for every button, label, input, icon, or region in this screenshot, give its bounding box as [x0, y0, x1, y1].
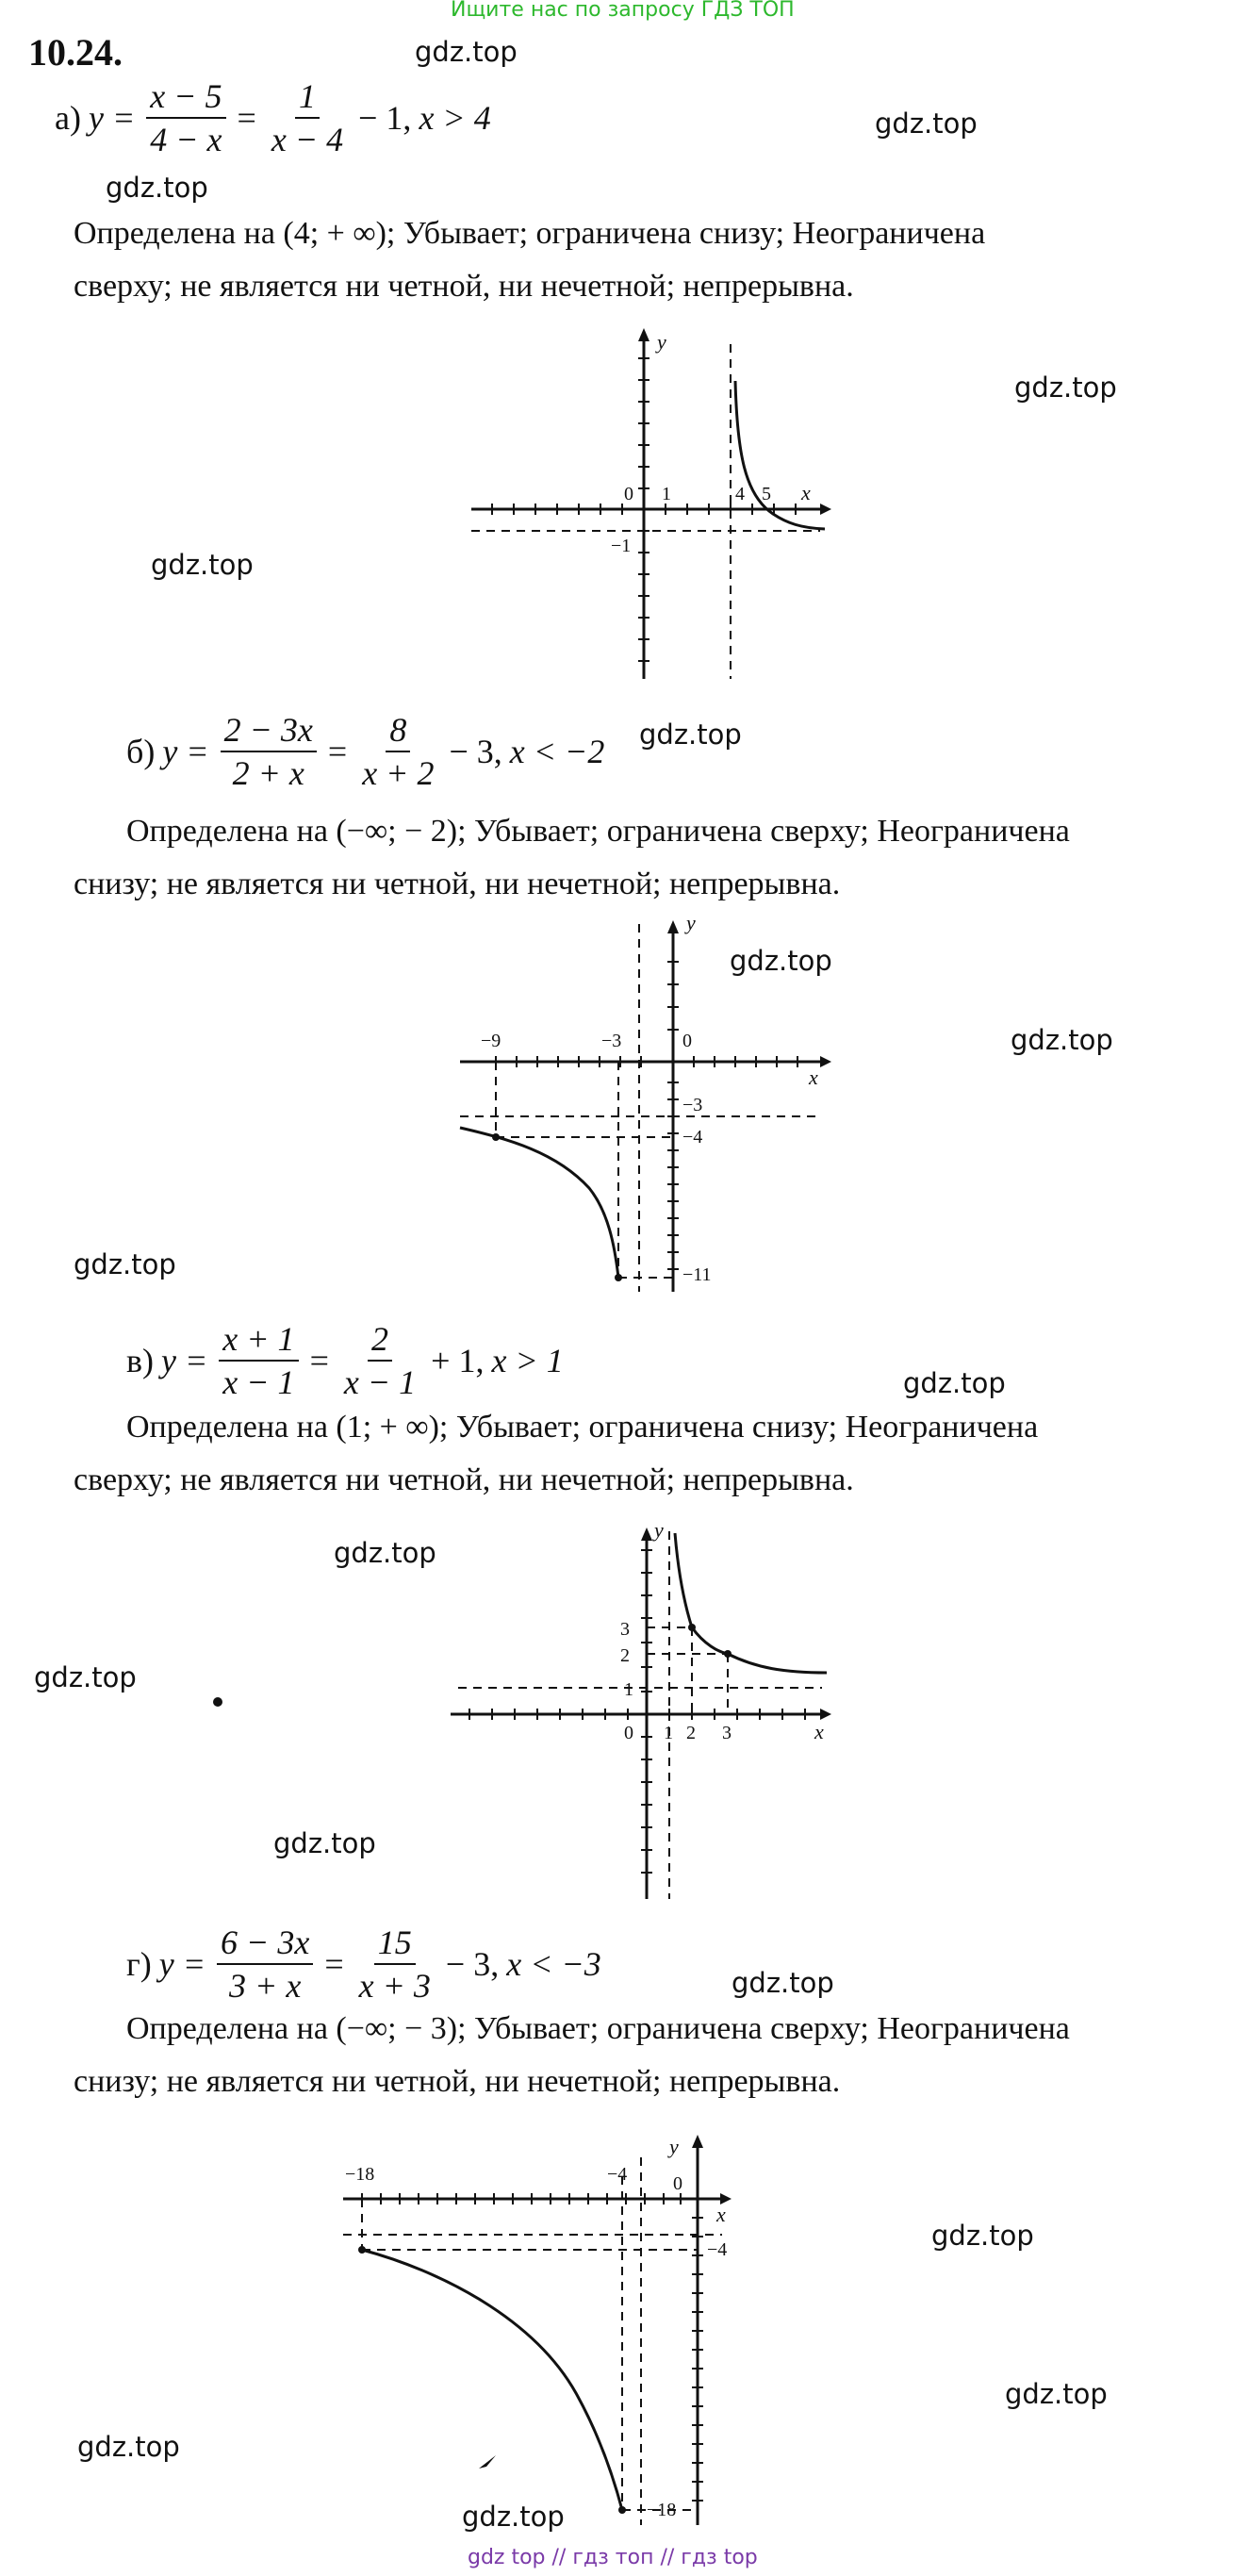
properties-g-line2: снизу; не является ни четной, ни нечетной; непрерывна. [74, 2064, 841, 2099]
x-axis-label: x [801, 481, 811, 504]
watermark: gdz.top [875, 107, 978, 140]
tick-label: −9 [481, 1031, 501, 1051]
curve-point [724, 1650, 732, 1658]
curve-point [688, 1624, 696, 1631]
ink-mark [479, 2455, 496, 2469]
curve-point [492, 1133, 500, 1141]
part-label: а) [55, 99, 81, 137]
formula-domain: x < −2 [509, 733, 605, 770]
formula-b: б) y = $\frac{2 - 3x}{2 + x}$ = $\frac{8}{x + 2}$ − 3, x < −2 [126, 711, 605, 792]
properties-b-line2: снизу; не является ни четной, ни нечетной; непрерывна. [74, 867, 841, 901]
watermark: gdz.top [415, 36, 518, 68]
watermark: gdz.top [639, 718, 742, 751]
curve-point [358, 2246, 366, 2254]
fraction: $\frac{2 - 3x}{2 + x}$ [221, 711, 317, 792]
watermark: gdz.top [1005, 2378, 1108, 2410]
tick-label: 0 [624, 1723, 633, 1743]
part-label: б) [126, 733, 156, 770]
tick-label: −1 [611, 536, 632, 556]
tick-label: −18 [647, 2500, 677, 2520]
watermark: gdz.top [273, 1827, 376, 1859]
tick-label: 1 [664, 1723, 673, 1743]
footer-links[interactable]: gdz top // гдз топ // гдз top [468, 2546, 758, 2569]
watermark: gdz.top [931, 2220, 1034, 2252]
ink-dot [213, 1697, 222, 1707]
graph-g [336, 2120, 741, 2535]
formula-a: а) y = $\frac{x - 5}{4 - x}$ = $\frac{1}{x - 4}$ − 1, x > 4 [55, 77, 491, 158]
formula-v: в) y = $\frac{x + 1}{x - 1}$ = $\frac{2}{x - 1}$ + 1, x > 1 [126, 1320, 564, 1401]
tick-label: −4 [707, 2239, 728, 2260]
y-axis-label: y [686, 911, 696, 934]
graph-a [462, 321, 839, 698]
tick-label: 0 [624, 484, 633, 504]
y-axis-label: y [657, 330, 666, 354]
watermark: gdz.top [34, 1661, 137, 1693]
tick-label: −3 [601, 1031, 622, 1051]
tick-label: −4 [607, 2164, 628, 2185]
problem-number: 10.24. [28, 31, 123, 74]
tick-label: 3 [722, 1723, 732, 1743]
fraction: $\frac{6 - 3x}{3 + x}$ [217, 1924, 313, 2005]
tick-label: 5 [762, 484, 771, 504]
watermark: gdz.top [106, 172, 208, 204]
function-curve [460, 1128, 618, 1278]
site-banner[interactable]: Ищите нас по запросу ГДЗ ТОП [451, 0, 795, 22]
curve-point [615, 1274, 622, 1281]
formula-domain: x > 4 [419, 99, 491, 137]
tick-label: −3 [682, 1095, 703, 1115]
tick-label: 1 [624, 1679, 633, 1700]
properties-g-line1: Определена на (−∞; − 3); Убывает; ограничена сверху; Неограничена [126, 2011, 1070, 2046]
properties-a-line2: сверху; не является ни четной, ни нечетной; непрерывна. [74, 269, 854, 304]
fraction: $\frac{15}{x + 3}$ [358, 1924, 431, 2005]
watermark: gdz.top [1014, 372, 1117, 404]
tick-label: −4 [682, 1127, 703, 1148]
tick-label: 2 [620, 1645, 630, 1666]
watermark: gdz.top [151, 549, 254, 581]
properties-v-line2: сверху; не является ни четной, ни нечетной; непрерывна. [74, 1462, 854, 1497]
fraction: $\frac{1}{x - 4}$ [271, 77, 344, 158]
properties-a-line1: Определена на (4; + ∞); Убывает; ограничена снизу; Неограничена [74, 216, 986, 251]
tick-label: 0 [682, 1031, 692, 1051]
properties-v-line1: Определена на (1; + ∞); Убывает; ограничена снизу; Неограничена [126, 1410, 1039, 1445]
x-axis-label: x [716, 2203, 726, 2226]
watermark: gdz.top [903, 1367, 1006, 1399]
formula-domain: x > 1 [491, 1342, 564, 1379]
watermark: gdz.top [74, 1248, 176, 1280]
watermark: gdz.top [1011, 1024, 1113, 1056]
watermark: gdz.top [77, 2431, 180, 2463]
part-label: г) [126, 1945, 152, 1983]
tick-label: 3 [620, 1619, 630, 1640]
watermark: gdz.top [732, 1967, 834, 1999]
formula-domain: x < −3 [506, 1945, 601, 1983]
formula-lhs: y = [162, 733, 209, 770]
tick-label: −18 [345, 2164, 375, 2185]
part-label: в) [126, 1342, 154, 1379]
formula-lhs: y = [88, 99, 136, 137]
y-axis-label: y [669, 2135, 679, 2158]
tick-label: 4 [735, 484, 745, 504]
formula-g: г) y = $\frac{6 - 3x}{3 + x}$ = $\frac{15}{x + 3}$ − 3, x < −3 [126, 1924, 601, 2005]
tick-label: 1 [662, 484, 671, 504]
graph-b [452, 905, 848, 1301]
tick-label: 2 [686, 1723, 696, 1743]
x-axis-label: x [814, 1720, 824, 1743]
formula-lhs: y = [161, 1342, 208, 1379]
curve-point [618, 2506, 626, 2514]
formula-lhs: y = [158, 1945, 206, 1983]
function-curve [675, 1533, 827, 1673]
watermark: gdz.top [334, 1537, 436, 1569]
properties-b-line1: Определена на (−∞; − 2); Убывает; ограничена сверху; Неограничена [126, 814, 1070, 849]
x-axis-label: x [809, 1065, 818, 1089]
tick-label: 0 [673, 2173, 682, 2194]
y-axis-label: y [654, 1518, 664, 1542]
watermark: gdz.top [730, 945, 832, 977]
tick-label: −11 [682, 1264, 712, 1285]
function-curve [362, 2250, 622, 2510]
graph-v [445, 1512, 841, 1908]
function-curve [735, 381, 825, 529]
fraction: $\frac{2}{x - 1}$ [343, 1320, 417, 1401]
fraction: $\frac{x + 1}{x - 1}$ [219, 1320, 298, 1401]
watermark: gdz.top [462, 2501, 565, 2533]
fraction: $\frac{8}{x + 2}$ [362, 711, 435, 792]
fraction: $\frac{x - 5}{4 - x}$ [146, 77, 225, 158]
